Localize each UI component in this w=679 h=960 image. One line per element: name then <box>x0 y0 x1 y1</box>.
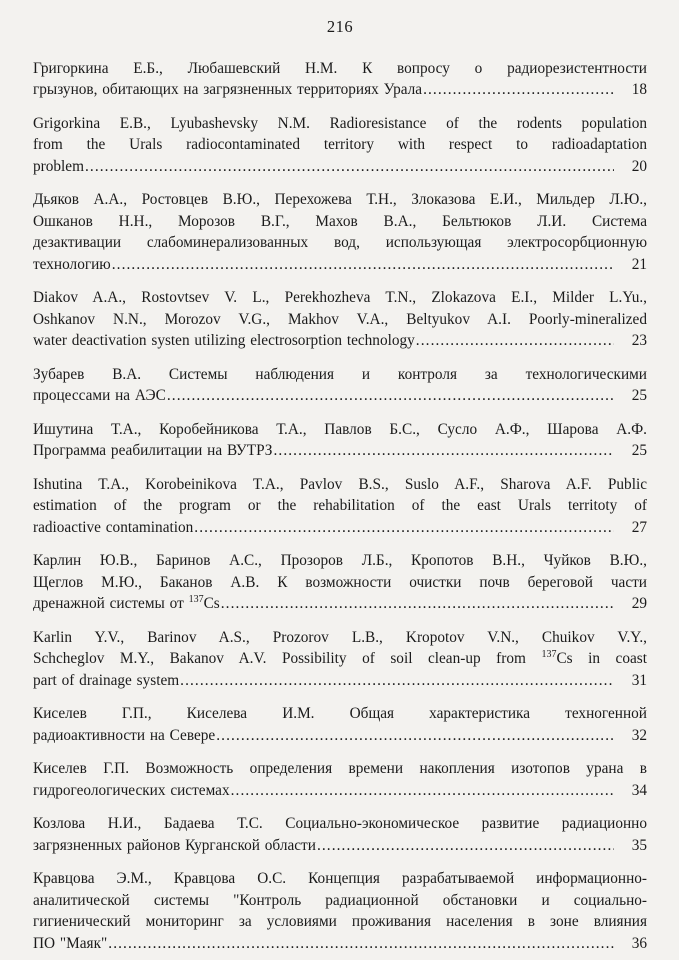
toc-entry-last-line <box>33 254 647 276</box>
dot-leader <box>216 725 614 747</box>
dot-leader <box>416 330 614 352</box>
toc-entry-last-line <box>33 440 647 462</box>
toc-entry-text: part of drainage system <box>33 671 180 689</box>
toc-entry-line: Кравцова Э.М., Кравцова О.С. Концепция разрабатываемой информационно- <box>33 870 647 887</box>
toc-entry-page-number: 35 <box>631 836 647 854</box>
toc-list <box>33 58 647 955</box>
dot-leader <box>112 254 614 276</box>
toc-entry-page-number: 25 <box>631 387 647 404</box>
toc-entry-line: Дьяков А.А., Ростовцев В.Ю., Перехожева Т.Н., Злоказова Е.И., Мильдер Л.Ю., <box>33 191 647 208</box>
toc-entry-text: технологию <box>33 255 111 273</box>
toc-entry <box>33 868 647 954</box>
toc-entry-text: гидрогеологических системах <box>33 781 230 799</box>
toc-entry-line: Ишутина Т.А., Коробейникова Т.А., Павлов Б.С., Сусло А.Ф., Шарова А.Ф. <box>33 420 647 438</box>
toc-entry-line: Киселев Г.П. Возможность определения времени накопления изотопов урана в <box>33 760 647 777</box>
toc-entry-line: Зубарев В.А. Системы наблюдения и контроля за технологическими <box>33 365 647 383</box>
toc-entry-text: грызунов, обитающих на загрязненных территориях Урала <box>33 81 423 98</box>
dot-leader <box>108 933 614 955</box>
toc-entry-line: Karlin Y.V., Barinov A.S., Prozorov L.B., Kropotov V.N., Chuikov V.Y., <box>33 628 647 646</box>
toc-entry-text: water deactivation systen utilizing electrosorption technology <box>33 332 415 349</box>
toc-entry <box>33 474 647 539</box>
toc-entry-page-number: 34 <box>631 781 647 799</box>
toc-entry <box>33 287 647 352</box>
toc-entry-last-line <box>33 517 647 539</box>
toc-entry-line: дезактивации слабоминерализованных вод, использующая электросорбционную <box>33 234 647 251</box>
toc-entry-last-line <box>33 156 647 178</box>
toc-entry-line: estimation of the program or the rehabilitation of the east Urals territoty of <box>33 497 647 514</box>
toc-entry <box>33 550 647 615</box>
page-number-header: 216 <box>326 17 354 36</box>
toc-entry-last-line <box>33 670 647 692</box>
toc-entry-page-number: 27 <box>631 518 647 536</box>
toc-entry-page-number: 32 <box>631 726 647 744</box>
toc-entry-line: Козлова Н.И., Бадаева Т.С. Социально-экономическое развитие радиационно <box>33 815 647 832</box>
toc-entry-line: Киселев Г.П., Киселева И.М. Общая характеристика техногенной <box>33 705 647 722</box>
toc-entry-page-number: 36 <box>631 934 647 952</box>
toc-entry-last-line <box>33 933 647 955</box>
toc-entry-line: Diakov A.A., Rostovtsev V. L., Perekhozheva T.N., Zlokazova E.I., Milder L.Yu., <box>33 289 647 306</box>
toc-entry-page-number: 23 <box>631 332 647 349</box>
dot-leader <box>221 593 614 615</box>
toc-entry-last-line <box>33 330 647 352</box>
dot-leader <box>194 517 614 539</box>
toc-entry-line: Ishutina T.A., Korobeinikova T.A., Pavlov B.S., Suslo A.F., Sharova A.F. Public <box>33 475 647 493</box>
toc-entry-line: гигиенический мониторинг за условиями проживания населения в зоне влияния <box>33 913 647 930</box>
toc-entry-page-number: 25 <box>631 442 647 459</box>
toc-entry-line: Schcheglov M.Y., Bakanov A.V. Possibility of soil clean-up from $^{137}$Cs in coast <box>33 648 647 667</box>
toc-entry-page-number: 18 <box>631 81 647 98</box>
dot-leader <box>273 440 614 462</box>
toc-entry <box>33 758 647 801</box>
toc-entry <box>33 813 647 856</box>
toc-entry-last-line <box>33 780 647 802</box>
toc-entry-page-number: 29 <box>631 595 647 612</box>
dot-leader <box>423 79 614 101</box>
toc-entry-line: Ошканов Н.Н., Морозов В.Г., Махов В.А., Бельтюков Л.И. Система <box>33 212 647 230</box>
dot-leader <box>231 780 614 802</box>
toc-entry-text: Программа реабилитации на ВУТРЗ <box>33 442 273 459</box>
toc-entry-last-line <box>33 593 647 615</box>
toc-entry-text: процессами на АЭС <box>33 387 166 404</box>
toc-entry-page-number: 21 <box>631 255 647 273</box>
toc-entry-text: ПО "Маяк" <box>33 934 108 952</box>
toc-entry-page-number: 20 <box>631 157 647 175</box>
toc-entry-last-line <box>33 835 647 857</box>
toc-entry-line: аналитической системы "Контроль радиационной обстановки и социально- <box>33 891 647 909</box>
toc-entry <box>33 419 647 462</box>
toc-entry-text: problem <box>33 157 84 175</box>
toc-entry-line: Oshkanov N.N., Morozov V.G., Makhov V.A., Beltyukov A.I. Poorly-mineralized <box>33 310 647 328</box>
toc-entry <box>33 364 647 407</box>
dot-leader <box>167 385 614 407</box>
toc-entry <box>33 703 647 746</box>
toc-entry-text: радиоактивности на Севере <box>33 726 216 744</box>
toc-entry-line: from the Urals radiocontaminated territory with respect to radioadaptation <box>33 136 647 153</box>
toc-entry <box>33 189 647 275</box>
toc-entry-last-line <box>33 79 647 101</box>
toc-entry-text: radioactive contamination <box>33 518 194 536</box>
toc-entry-text: дренажной системы от $^{137}$Cs <box>33 593 220 612</box>
toc-entry-page-number: 31 <box>631 671 647 689</box>
toc-entry-text: загрязненных районов Курганской области <box>33 836 316 854</box>
toc-entry-line: Карлин Ю.В., Баринов А.С., Прозоров Л.Б., Кропотов В.Н., Чуйков В.Ю., <box>33 552 647 569</box>
dot-leader <box>180 670 614 692</box>
toc-entry-last-line <box>33 385 647 407</box>
toc-entry-line: Grigorkina E.B., Lyubashevsky N.M. Radioresistance of the rodents population <box>33 114 647 132</box>
toc-entry-line: Щеглов М.Ю., Баканов А.В. К возможности очистки почв береговой части <box>33 573 647 591</box>
dot-leader <box>85 156 614 178</box>
toc-entry <box>33 113 647 178</box>
toc-entry-last-line <box>33 725 647 747</box>
toc-entry <box>33 627 647 692</box>
toc-entry <box>33 58 647 101</box>
toc-entry-line: Григоркина Е.Б., Любашевский Н.М. К вопросу о радиорезистентности <box>33 59 647 77</box>
dot-leader <box>317 835 614 857</box>
